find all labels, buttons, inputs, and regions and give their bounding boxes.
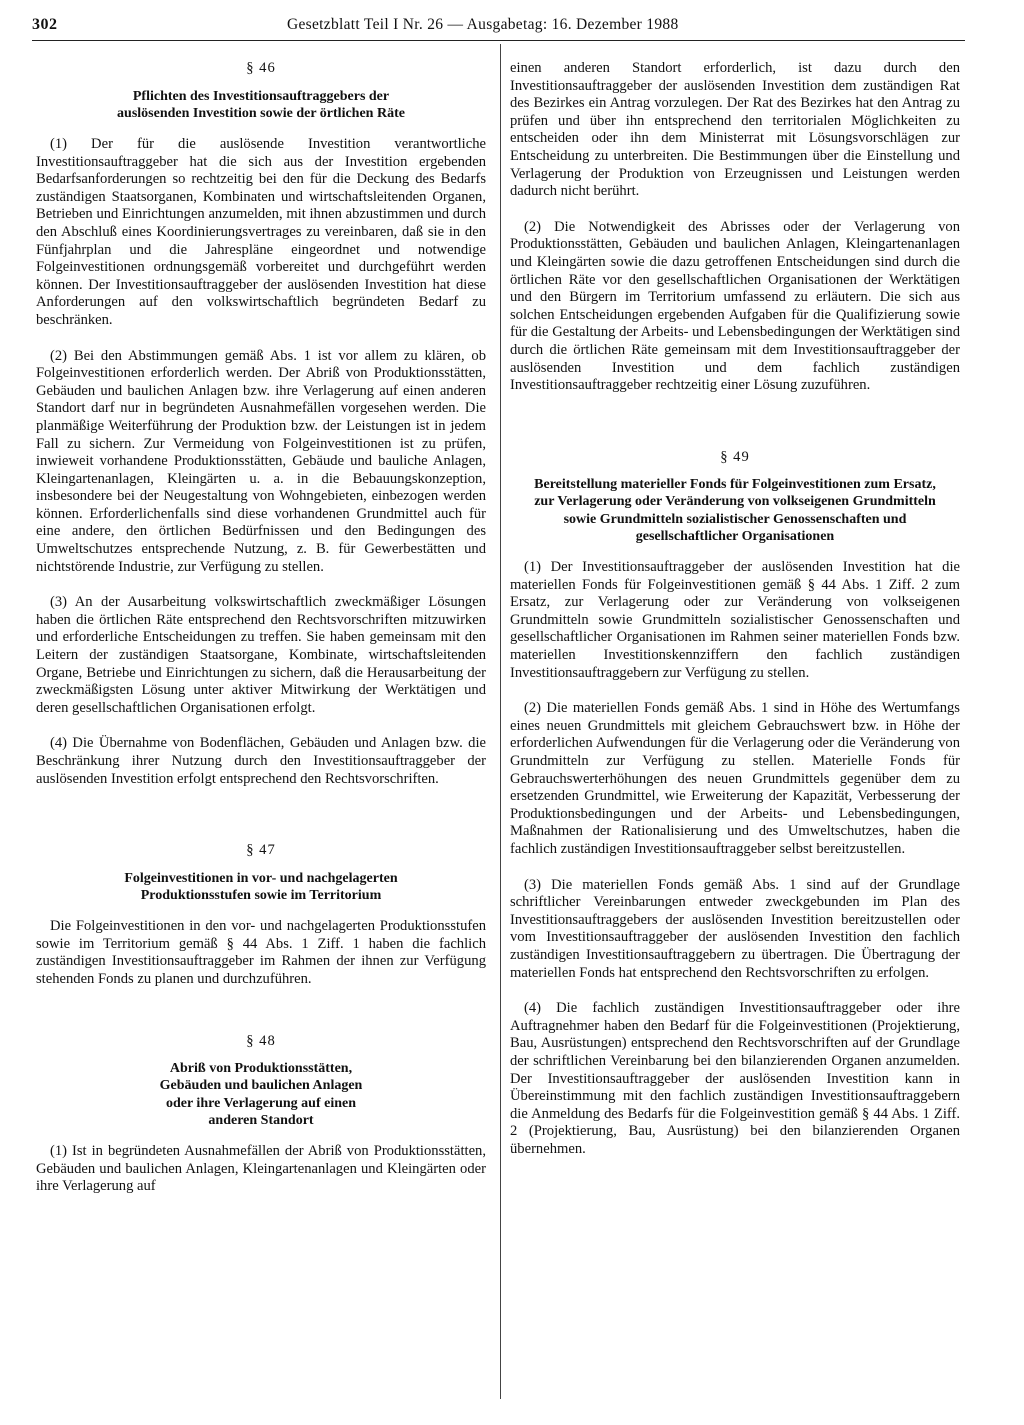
section-46-number: § 46	[246, 60, 276, 76]
section-46-paragraph-3: (3) An der Ausarbeitung volkswirtschaftlich zweckmäßiger Lösungen haben die örtlichen Räte entsprechend den Rechtsvorschriften mitzuwirken und erforderliche Entscheidungen zu treffen. Sie haben gemeinsam mit den Leitern der zuständigen Staatsorgane, Kombinate, wirtschaftsleitenden Organe, Betriebe und Einrichtungen zu sichern, daß die Herausarbeitung der zweckmäßigsten Lösung unter aktiver Mitwirkung der Werktätigen und deren gesellschaftlichen Organisationen erfolgt.	[36, 594, 486, 716]
section-47-title: Folgeinvestitionen in vor- und nachgelagerten Produktionsstufen sowie im Territorium	[124, 870, 398, 903]
section-46-title: Pflichten des Investitionsauftraggebers der auslösenden Investition sowie der örtlichen Räte	[117, 88, 405, 121]
section-48-paragraph-1: (1) Ist in begründeten Ausnahmefällen der Abriß von Produktionsstätten, Gebäuden und baulichen Anlagen, Kleingartenanlagen und Kleingärten oder ihre Verlagerung auf	[36, 1142, 486, 1195]
section-48-number: § 48	[246, 1032, 276, 1049]
section-47-number: § 47	[246, 842, 276, 859]
section-49-paragraph-4: (4) Die fachlich zuständigen Investitionsauftraggeber oder ihre Auftragnehmer haben den Bedarf für die Folgeinvestitionen (Projektierung, Bau, Ausrüstungen) entsprechend den Rechtsvorschriften auf der Grundlage der schriftlichen Vereinbarung bei den bilanzierenden Organen anzumelden. Der Investitionsauftraggeber der auslösenden Investition kann in Übereinstimmung mit den fachlich zuständigen Investitionsauftraggebern die Anmeldung des Bedarfs für die Folgeinvestition gemäß § 44 Abs. 1 Ziff. 2 (Projektierung, Bau, Ausrüstung) bei den bilanzierenden Organen übernehmen.	[510, 1000, 960, 1157]
header-rule	[32, 40, 965, 41]
section-49-paragraph-1: (1) Der Investitionsauftraggeber der auslösenden Investition hat die materiellen Fonds für Folgeinvestitionen gemäß § 44 Abs. 1 Ziff. 2 zum Ersatz, zur Verlagerung oder zur Veränderung von volkseigenen Grundmitteln sowie Grundmitteln sozialistischer Genossenschaften und gesellschaftlicher Organisationen im Rahmen seiner materiellen Fonds bzw. materiellen Investitionskennziffern den fachlich zuständigen Investitionsauftraggebern zur Verfügung zu stellen.	[510, 559, 960, 681]
section-46-paragraph-2: (2) Bei den Abstimmungen gemäß Abs. 1 ist vor allem zu klären, ob Folgeinvestitionen erforderlich werden. Der Abriß von Produktionsstätten, Gebäuden und baulichen Anlagen bzw. ihre Verlagerung auf einen anderen Standort darf nur in begründeten Ausnahmefällen vorgesehen werden. Die planmäßige Weiterführung der Produktion bzw. der Leistungen ist in jedem Fall zu sichern. Zur Vermeidung von Folgeinvestitionen ist zu prüfen, inwieweit vorhandene Produktionsstätten, Gebäude und bauliche Anlagen, Kleingartenanlagen, Kleingärten u. a. in die Bebauungskonzeption, insbesondere bei der Neugestaltung von Wohngebieten, einbezogen werden können. Erforderlichenfalls sind diese vorhandenen Grundmittel auch für eine andere, den örtlichen Bedürfnissen und den Bedingungen des Umweltschutzes entsprechende Nutzung, z. B. für Gewerbestätten und nichtstörende Industrie, zur Verfügung zu stellen.	[36, 347, 486, 575]
section-46-paragraph-4: (4) Die Übernahme von Bodenflächen, Gebäuden und Anlagen bzw. die Beschränkung ihrer Nutzung durch den Investitionsauftraggeber der auslösenden Investition erfolgt entsprechend den Rechtsvorschriften.	[36, 735, 486, 787]
section-49-number: § 49	[720, 448, 750, 465]
page-number: 302	[32, 16, 58, 33]
page-header	[32, 14, 992, 42]
section-49-title: Bereitstellung materieller Fonds für Folgeinvestitionen zum Ersatz, zur Verlagerung oder Veränderung von volkseigenen Grundmitteln sowie Grundmitteln sozialistischer Genossenschaften und gesellschaftlicher Organisationen	[534, 477, 936, 544]
section-48-title: Abriß von Produktionsstätten, Gebäuden und baulichen Anlagen oder ihre Verlagerung auf einen anderen Standort	[159, 1061, 363, 1128]
running-head: Gesetzblatt Teil I Nr. 26 — Ausgabetag: 16. Dezember 1988	[287, 16, 679, 33]
right-column	[510, 60, 960, 1177]
section-48-paragraph-2: (2) Die Notwendigkeit des Abrisses oder der Verlagerung von Produktionsstätten, Gebäuden und baulichen Anlagen, Kleingartenanlagen und Kleingärten sowie die dazu getroffenen Entscheidungen sind durch die örtlichen Räte vor den gesellschaftlichen Organisationen der Werktätigen und den Bürgern im Territorium umfassend zu erläutern. Die sich aus solchen Entscheidungen ergebenden Aufgaben für die Qualifizierung sowie für die Gestaltung der Arbeits- und Lebensbedingungen der Werktätigen sind durch die örtlichen Räte gemeinsam mit dem Investitionsauftraggeber der auslösenden Investition und dem fachlich zuständigen Investitionsauftraggeber rechtzeitig einer Lösung zuzuführen.	[510, 218, 960, 394]
section-48-paragraph-1-continued: einen anderen Standort erforderlich, ist dazu durch den Investitionsauftraggeber der auslösenden Investition dem zuständigen Rat des Bezirkes ein Antrag vorzulegen. Der Rat des Bezirkes hat den Antrag zu prüfen und über ihn entsprechend den territorialen Möglichkeiten zu entscheiden oder ihn dem Ministerrat mit Lösungsvorschlägen zur Entscheidung zu unterbreiten. Die Bestimmungen über die Einstellung und Verlagerung der Produktion von Erzeugnissen und Leistungen werden dadurch nicht berührt.	[510, 60, 960, 200]
section-49-paragraph-3: (3) Die materiellen Fonds gemäß Abs. 1 sind auf der Grundlage schriftlicher Vereinbarungen entweder zweckgebunden im Plan des Investitionsauftraggebers der auslösenden Investition bereitzustellen oder vom Investitionsauftraggeber der auslösenden Investition den fachlich zuständigen Investitionsauftraggebern zu übertragen. Die Übertragung der materiellen Fonds hat entsprechend den Rechtsvorschriften zu erfolgen.	[510, 876, 960, 981]
section-49-paragraph-2: (2) Die materiellen Fonds gemäß Abs. 1 sind in Höhe des Wertumfangs eines neuen Grundmittels mit gleichem Gebrauchswert bzw. in Höhe der erforderlichen Aufwendungen für die Verlagerung oder die Veränderung von Grundmitteln zur Verfügung zu stellen. Materielle Fonds für Gebrauchswerterhöhungen des neuen Grundmittels gegenüber dem zu ersetzenden Grundmittel, wie Erweiterung der Kapazität, Verbesserung der Produktionsbedingungen und der Arbeits- und Lebensbedingungen, Maßnahmen der Rationalisierung und des Umweltschutzes, haben die fachlich zuständigen Investitionsauftraggeber selbst bereitzustellen.	[510, 700, 960, 857]
section-46-paragraph-1: (1) Der für die auslösende Investition verantwortliche Investitionsauftraggeber hat die sich aus der Investition ergebenden Bedarfsanforderungen so rechtzeitig bei den für die Deckung des Bedarfs zuständigen Staatsorganen, Kombinaten und wirtschaftsleitenden Organen, Betrieben und Einrichtungen anzumelden, mit ihnen abzustimmen und durch den Abschluß eines Koordinierungsvertrages zu vereinbaren, daß sie in den Fünfjahrplan und die Jahrespläne eingeordnet und notwendige Folgeinvestitionen ordnungsgemäß vorbereitet und durchgeführt werden können. Der Investitionsauftraggeber der auslösenden Investition hat diese Anforderungen auf den volkswirtschaftlich begründeten Bedarf zu beschränken.	[36, 136, 486, 328]
left-column	[36, 60, 486, 1214]
section-47-paragraph-1: Die Folgeinvestitionen in den vor- und nachgelagerten Produktionsstufen sowie im Territorium gemäß § 44 Abs. 1 Ziff. 1 haben die fachlich zuständigen Investitionsauftraggeber im Rahmen der ihnen zur Verfügung stehenden Fonds zu planen und durchzuführen.	[36, 918, 486, 987]
column-rule	[500, 44, 501, 1399]
